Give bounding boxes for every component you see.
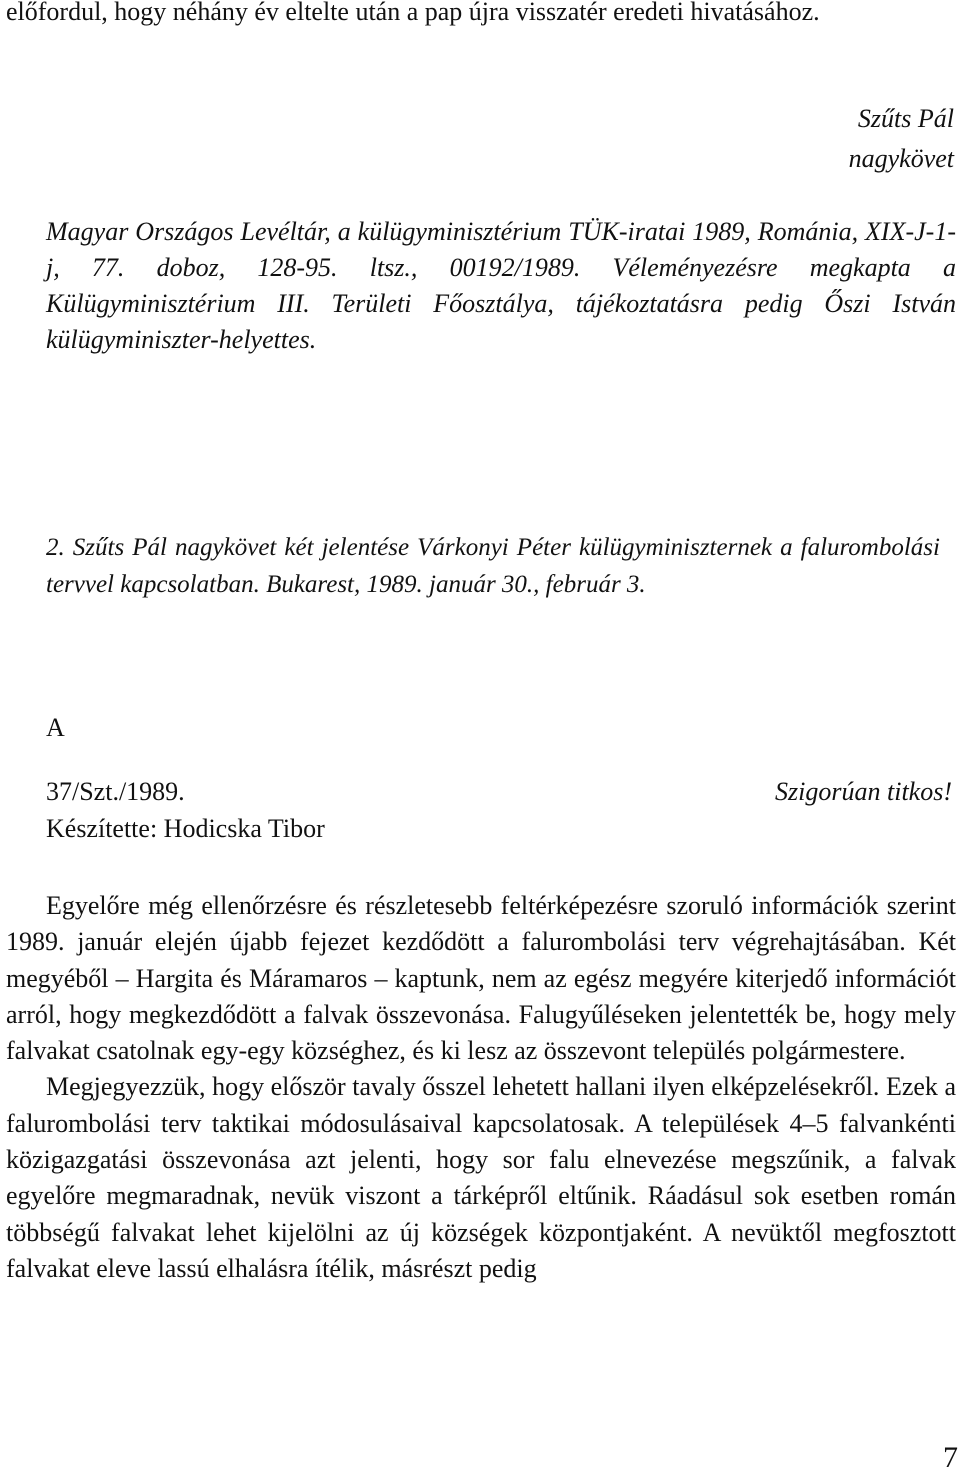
document-heading: 2. Szűts Pál nagykövet két jelentése Várkonyi Péter külügyminiszternek a falurombolási tervvel kapcsolatban. Bukarest, 1989. január 30., február 3.	[46, 534, 940, 598]
signature-title: nagykövet	[848, 144, 954, 173]
source-note: Magyar Országos Levéltár, a külügyminisztérium TÜK-iratai 1989, Románia, XIX-J-1-j, 77. doboz, 128-95. ltsz., 00192/1989. Véleményezésre megkapta a Külügyminisztérium III. Területi Főosztálya, tájékoztatásra pedig Őszi István külügyminiszter-helyettes.	[46, 217, 956, 354]
intro-paragraph: előfordul, hogy néhány év eltelte után a pap újra visszatér eredeti hivatásához.	[6, 0, 820, 26]
signature-block	[849, 99, 954, 179]
classification-label: Szigorúan titkos!	[775, 777, 952, 806]
body-paragraph: Megjegyezzük, hogy először tavaly ősszel lehetett hallani ilyen elképzelésekről. Ezek a falurombolási terv taktikai módosulásaival kapcsolatosak. A települések 4–5 falvankénti közigazgatási összevonása azt jelenti, hogy sor falu elnevezése megszűnik, a falvak egyelőre megmaradnak, nevük viszont a tárképről eltűnik. Ráadásul sok esetben román többségű falvakat lehet kijelölni az új községek központjaként. A nevüktől megfosztott falvakat eleve lassú elhalásra ítélik, másrészt pedig	[6, 1072, 956, 1283]
author-line: Készítette: Hodicska Tibor	[46, 814, 325, 843]
body-text	[6, 888, 956, 1287]
reference-row	[46, 774, 952, 814]
page-number: 7	[943, 1441, 958, 1474]
reference-number: 37/Szt./1989.	[46, 777, 185, 806]
body-paragraph: Egyelőre még ellenőrzésre és részletesebb feltérképezésre szoruló információk szerint 1989. január elején újabb fejezet kezdődött a falurombolási terv végrehajtásában. Két megyéből – Hargita és Máramaros – kaptunk, nem az egész megyére kiterjedő információt arról, hogy megkezdődött a falvak összevonása. Falugyűléseken jelentették be, hogy mely falvakat csatolnak egy-egy községhez, és ki lesz az összevont település polgármestere.	[6, 891, 956, 1066]
document-letter: A	[46, 713, 65, 742]
signature-name: Szűts Pál	[857, 104, 954, 133]
